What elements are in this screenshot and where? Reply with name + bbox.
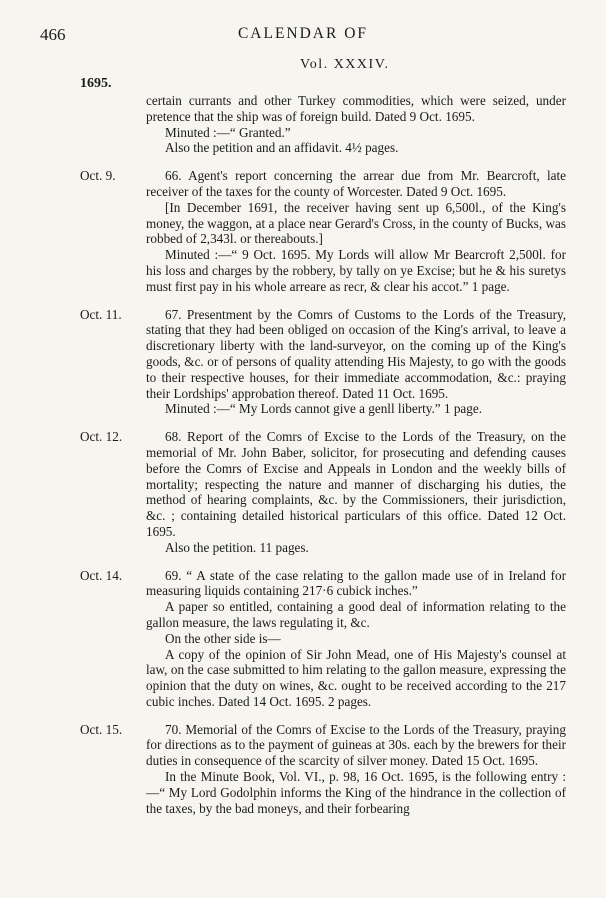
entry-date: Oct. 9. (80, 168, 116, 184)
entry-paragraph: 70. Memorial of the Comrs of Excise to the Lords of the Treasury, praying for directions as to the payment of guineas at 30s. each by the brewers for their duties in consequence of the scarcity of silver money. Dated 15 Oct. 1695. (146, 721, 566, 769)
entry-paragraph: 68. Report of the Comrs of Excise to the Lords of the Treasury, on the memorial of Mr. John Baber, solicitor, for prosecuting and defending causes before the Comrs of Excise and Appeals in London and the weekly bills of mortality; respecting the nature and manner of discharging his duties, the method of hearing complaints, &c. by the Commissioners, their jurisdiction, &c. ; containing detailed historical particulars of this office. Dated 12 Oct. 1695. (146, 429, 566, 539)
entry-paragraph: A paper so entitled, containing a good deal of information relating to the gallon measure, the laws regulating it, &c. (146, 599, 566, 630)
entry-70 (80, 722, 566, 817)
entry-68 (80, 429, 566, 555)
entry-paragraph: Minuted :—“ My Lords cannot give a genll liberty.” 1 page. (165, 401, 483, 417)
entry-paragraph: Minuted :—“ Granted.” (165, 124, 291, 140)
entry-paragraph: Also the petition. 11 pages. (165, 539, 309, 555)
entry-date: Oct. 15. (80, 721, 123, 737)
entry-paragraph: A copy of the opinion of Sir John Mead, one of His Majesty's counsel at law, on the case submitted to him relating to the gallon measure, expressing the opinion that the duty on wines, &c. ought to be received according to the 217 cubic inches. Dated 14 Oct. 1695. 2 pages. (146, 646, 566, 709)
entry-66 (80, 168, 566, 294)
entry-continuation (80, 93, 566, 156)
entry-paragraph: Also the petition and an affidavit. 4½ pages. (165, 140, 399, 156)
entry-paragraph: 67. Presentment by the Comrs of Customs to the Lords of the Treasury, stating that they had been obliged on occasion of the King's arrival, to leave a discretionary liberty with the land-surveyor, on the coming up of the King's goods, &c. or of persons of quality attending His Majesty, to go with the goods to their respective houses, for their immediate accommodation, &c.: praying their Lordships' approbation thereof. Dated 11 Oct. 1695. (146, 306, 566, 401)
entry-paragraph: In the Minute Book, Vol. VI., p. 98, 16 Oct. 1695, is the following entry :—“ My Lord Godolphin informs the King of the hindrance in the collection of the taxes, by the bad moneys, and their forbearing (146, 769, 566, 816)
page-number: 466 (40, 25, 66, 44)
entry-paragraph: [In December 1691, the receiver having sent up 6,500l., of the King's money, the waggon, at a place near Gerard's Cross, in the county of Bucks, was robbed of 2,343l. or thereabouts.] (146, 199, 566, 247)
running-title: CALENDAR OF (237, 25, 369, 42)
entry-date: Oct. 11. (80, 306, 122, 322)
entry-paragraph: certain currants and other Turkey commodities, which were seized, under pretence that the ship was of foreign build. Dated 9 Oct. 1695. (146, 93, 566, 124)
entry-67 (80, 307, 566, 418)
entry-paragraph: On the other side is— (165, 630, 281, 646)
entry-date: Oct. 14. (80, 567, 123, 583)
entries-list (80, 93, 566, 816)
entry-paragraph: Minuted :—“ 9 Oct. 1695. My Lords will allow Mr Bearcroft 2,500l. for his loss and charges by the robbery, by tally on ye Excise; but he & his suretys must first pay in his whole arreare as recr, & clear his accot.” 1 page. (146, 247, 566, 294)
entry-paragraph: 69. “ A state of the case relating to the gallon made use of in Ireland for measuring liquids containing 217·6 cubick inches.” (146, 567, 566, 599)
volume-heading: Vol. XXXIV. (300, 57, 390, 72)
entry-69 (80, 568, 566, 710)
year-margin-note: 1695. (80, 76, 112, 91)
entry-date: Oct. 12. (80, 429, 123, 445)
entry-paragraph: 66. Agent's report concerning the arrear due from Mr. Bearcroft, late receiver of the taxes for the county of Worcester. Dated 9 Oct. 1695. (146, 168, 566, 199)
